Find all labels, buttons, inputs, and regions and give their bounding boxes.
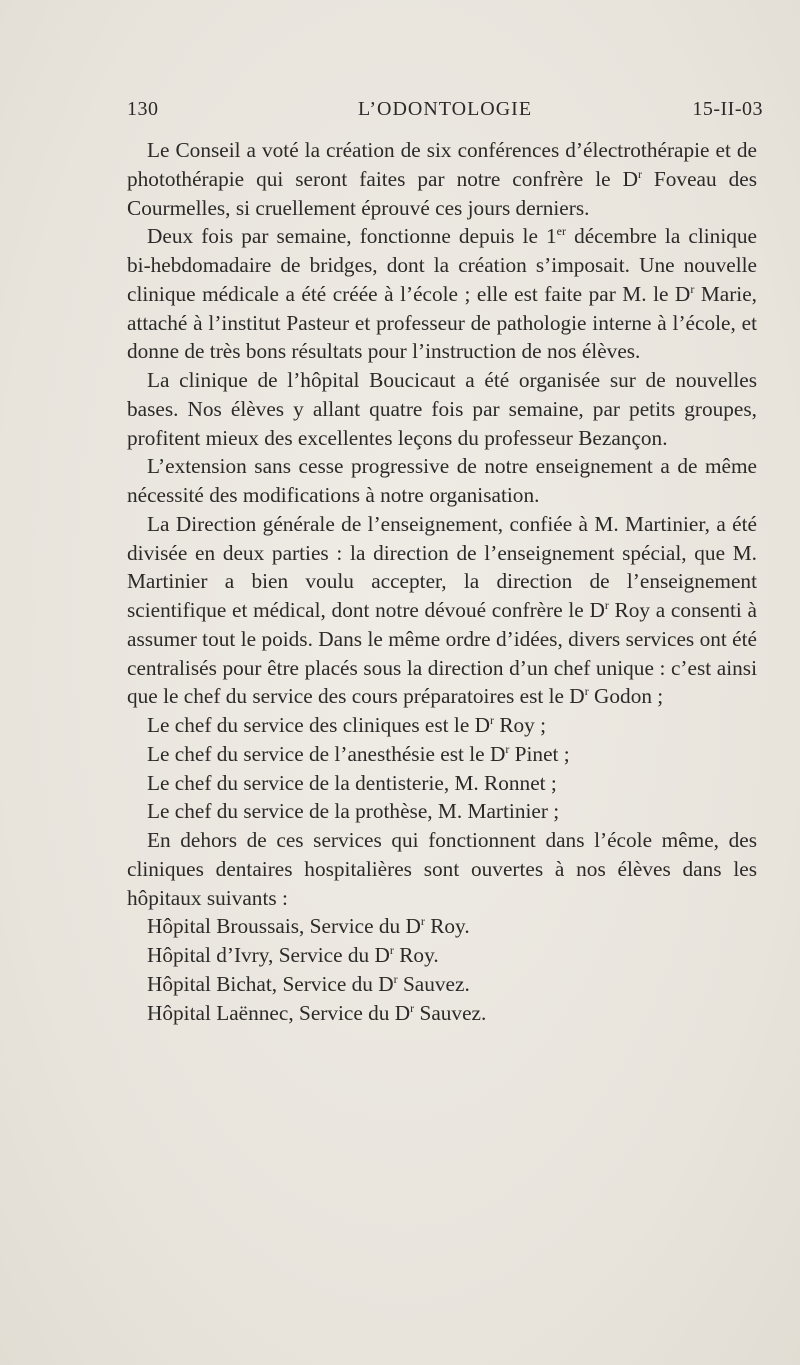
list-text: Sauvez. — [414, 1000, 487, 1025]
paragraph-text: La Direction générale de l’enseignement, confiée à M. Martinier, a été divisée en deux parties : la direction de l’enseignement spécial, que M. Martinier a bien voulu accepter, la direction de l’enseignement scientifique et médical, dont notre dévoué confrère le D — [127, 511, 757, 622]
list-item-bichat — [127, 970, 757, 999]
superscript: r — [490, 712, 494, 727]
superscript: er — [556, 224, 566, 239]
list-item-laennec — [127, 999, 757, 1028]
superscript: r — [584, 684, 589, 699]
journal-title: L’ODONTOLOGIE — [357, 98, 533, 120]
running-head — [127, 98, 763, 128]
superscript: r — [604, 597, 609, 612]
paragraph-clinics — [127, 222, 757, 366]
paragraph-text: Deux fois par semaine, fonctionne depuis le 1 — [147, 224, 557, 249]
list-item-ivry — [127, 941, 757, 970]
list-text: Hôpital Bichat, Service du D — [147, 971, 394, 996]
paragraph-text: Foveau des Courmelles, si cruellement éprouvé ces jours derniers. — [127, 166, 757, 220]
issue-date: 15-II-03 — [692, 98, 763, 120]
paragraph-text: Roy a consenti à assumer tout le poids. Dans le même ordre d’idées, divers services ont été centralisés pour être placés sous la direction d’un chef unique : c’est ainsi que le chef du service des cours préparatoires est le D — [127, 598, 757, 709]
list-text: Roy. — [424, 914, 470, 939]
list-text: Le chef du service de l’anesthésie est le D — [147, 741, 506, 766]
superscript: r — [393, 971, 398, 986]
paragraph-electrotherapy — [127, 136, 757, 222]
list-item-anesthesie — [127, 740, 757, 769]
superscript: r — [420, 914, 425, 929]
superscript: r — [690, 281, 695, 296]
list-text: Sauvez. — [397, 971, 470, 996]
list-text: Le chef du service des cliniques est le D — [147, 713, 490, 737]
paragraph-direction — [127, 510, 757, 711]
paragraph-extension: L’extension sans cesse progressive de notre enseignement a de même nécessité des modifications à notre organisation. — [127, 454, 757, 507]
paragraph-boucicaut: La clinique de l’hôpital Boucicaut a été organisée sur de nouvelles bases. Nos élèves y allant quatre fois par semaine, par petits groupes, profitent mieux des excellentes leçons du professeur Bezançon. — [127, 368, 757, 450]
list-item-broussais — [127, 912, 757, 941]
list-text: Pinet ; — [509, 741, 570, 766]
superscript: r — [505, 741, 510, 756]
paragraph-text: Le Conseil a voté la création de six conférences d’électrothérapie et de photothérapie qui seront faites par notre confrère le D — [127, 138, 757, 191]
article-body — [127, 136, 757, 1027]
paragraph-hospitals-intro: En dehors de ces services qui fonctionnent dans l’école même, des cliniques dentaires hospitalières sont ouvertes à nos élèves dans les hôpitaux suivants : — [127, 828, 757, 910]
list-text: Roy. — [393, 943, 439, 967]
superscript: r — [637, 166, 642, 181]
list-text: Hôpital d’Ivry, Service du D — [147, 943, 390, 967]
paragraph-text: décembre la clinique bi-hebdomadaire de bridges, dont la création s’imposait. Une nouvelle clinique médicale a été créée à l’école ; elle est faite par M. le D — [127, 224, 757, 306]
paragraph-text: Marie, attaché à l’institut Pasteur et professeur de pathologie interne à l’école, et donne de très bons résultats pour l’instruction de nos élèves. — [127, 281, 757, 364]
list-item-prothese: Le chef du service de la prothèse, M. Martinier ; — [147, 799, 560, 824]
superscript: r — [410, 1000, 415, 1015]
list-text: Roy ; — [494, 713, 547, 737]
list-text: Hôpital Laënnec, Service du D — [147, 1000, 411, 1025]
page-number: 130 — [127, 98, 159, 120]
paragraph-text: Godon ; — [588, 684, 664, 709]
list-item-cliniques — [127, 711, 757, 740]
superscript: r — [389, 942, 394, 957]
list-text: Hôpital Broussais, Service du D — [147, 914, 421, 939]
list-item-dentisterie: Le chef du service de la dentisterie, M. Ronnet ; — [147, 770, 557, 795]
